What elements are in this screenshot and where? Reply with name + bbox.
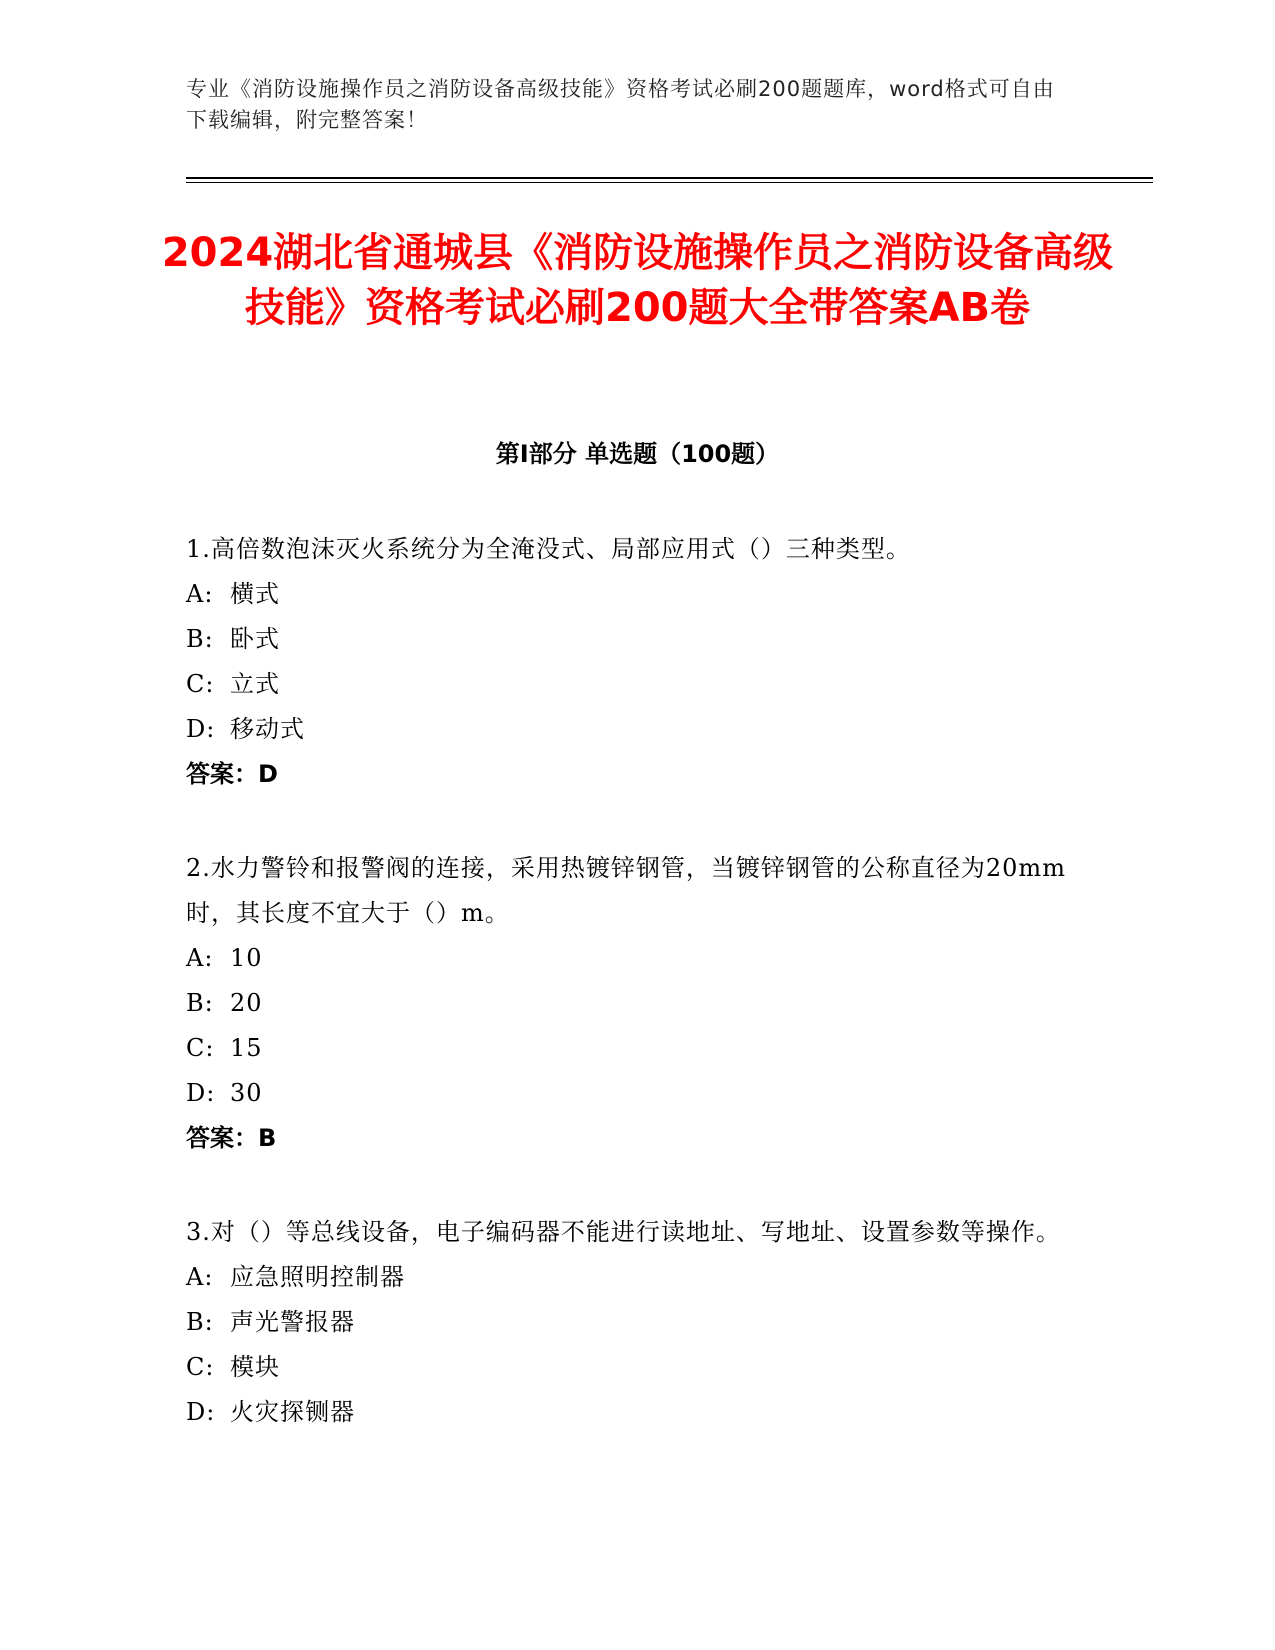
header-divider-thin [186, 182, 1153, 183]
option-text: 火灾探铡器 [230, 1398, 355, 1426]
option-text: 10 [230, 944, 263, 972]
option-key: C: [186, 1353, 215, 1381]
option-key: A: [186, 1263, 214, 1291]
question-stem: 1.高倍数泡沫灭火系统分为全淹没式、局部应用式（）三种类型。 [186, 535, 911, 563]
option-c [186, 1026, 1066, 1071]
question-stem: 2.水力警铃和报警阀的连接，采用热镀锌钢管，当镀锌钢管的公称直径为20mm时，其长度不宜大于（）m。 [186, 854, 1066, 927]
option-key: B: [186, 989, 214, 1017]
option-a [186, 936, 1066, 981]
option-d [186, 707, 1066, 752]
document-title: 2024湖北省通城县《消防设施操作员之消防设备高级技能》资格考试必刷200题大全带答案AB卷 [161, 230, 1114, 331]
option-d [186, 1390, 1066, 1435]
option-c [186, 662, 1066, 707]
answer: 答案：B [186, 1124, 277, 1152]
question-stem: 3.对（）等总线设备，电子编码器不能进行读地址、写地址、设置参数等操作。 [186, 1218, 1061, 1246]
option-text: 立式 [230, 670, 280, 698]
option-text: 20 [230, 989, 263, 1017]
option-b [186, 1300, 1066, 1345]
option-b [186, 617, 1066, 662]
question-1 [186, 527, 1066, 797]
option-key: B: [186, 1308, 214, 1336]
option-b [186, 981, 1066, 1026]
option-key: C: [186, 670, 215, 698]
option-text: 卧式 [230, 625, 280, 653]
option-key: D: [186, 1079, 216, 1107]
option-text: 横式 [230, 580, 280, 608]
option-key: D: [186, 715, 216, 743]
question-2 [186, 846, 1066, 1161]
option-a [186, 1255, 1066, 1300]
option-c [186, 1345, 1066, 1390]
option-key: B: [186, 625, 214, 653]
option-key: A: [186, 944, 214, 972]
header-divider-thick [186, 177, 1153, 179]
option-key: D: [186, 1398, 216, 1426]
option-text: 应急照明控制器 [230, 1263, 405, 1291]
option-text: 模块 [230, 1353, 280, 1381]
answer: 答案：D [186, 760, 278, 788]
option-text: 15 [230, 1034, 263, 1062]
option-text: 移动式 [230, 715, 305, 743]
question-list [186, 527, 1066, 1484]
option-d [186, 1071, 1066, 1116]
section-title: 第Ⅰ部分 单选题（100题） [495, 440, 780, 468]
question-3 [186, 1210, 1066, 1435]
option-key: C: [186, 1034, 215, 1062]
option-a [186, 572, 1066, 617]
option-key: A: [186, 580, 214, 608]
option-text: 声光警报器 [230, 1308, 355, 1336]
header-note: 专业《消防设施操作员之消防设备高级技能》资格考试必刷200题题库，word格式可自由下载编辑，附完整答案！ [186, 77, 1055, 132]
option-text: 30 [230, 1079, 263, 1107]
